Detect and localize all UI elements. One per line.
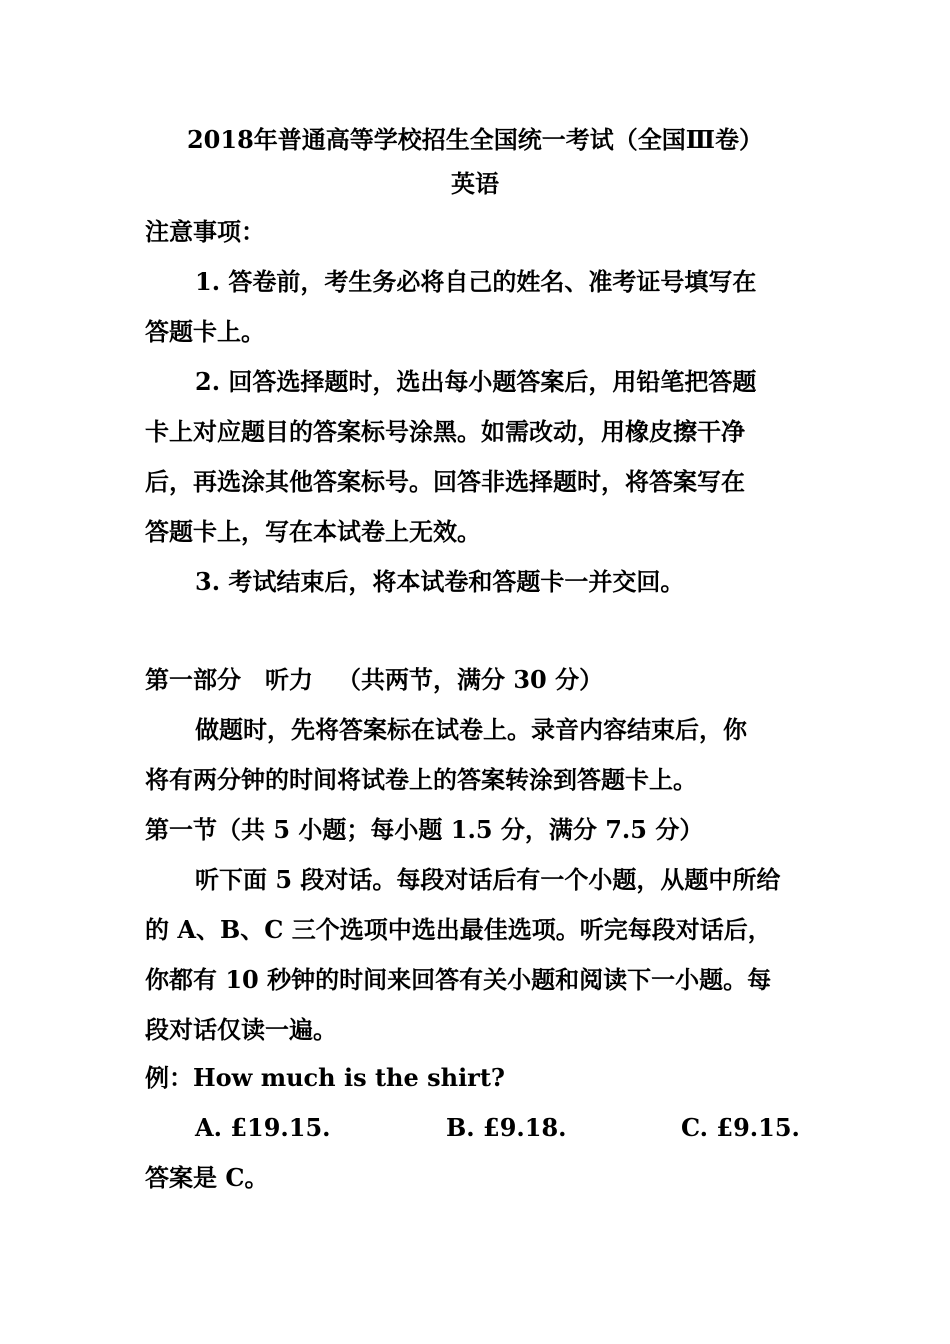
example-answer: 答案是 C。 [145, 1163, 269, 1192]
notice-item-2-line-2: 卡上对应题目的答案标号涂黑。如需改动，用橡皮擦干净 [145, 417, 745, 446]
notice-item-1-line-2: 答题卡上。 [145, 317, 265, 346]
part-1-instruction-line-1: 做题时，先将答案标在试卷上。录音内容结束后，你 [195, 715, 747, 744]
example-label: 例： [145, 1063, 193, 1092]
section-1-instruction-line-1: 听下面 5 段对话。每段对话后有一个小题，从题中所给 [195, 865, 781, 894]
example-question-line [145, 1062, 505, 1094]
notice-item-3-line-1: 3. 考试结束后，将本试卷和答题卡一并交回。 [195, 567, 685, 596]
section-1-heading: 第一节（共 5 小题；每小题 1.5 分，满分 7.5 分） [145, 815, 704, 844]
example-option-b: B. £9.18. [446, 1113, 567, 1142]
notice-item-1-line-1: 1. 答卷前，考生务必将自己的姓名、准考证号填写在 [195, 267, 757, 296]
section-1-instruction-line-4: 段对话仅读一遍。 [145, 1015, 337, 1044]
part-1-heading [145, 664, 603, 696]
notice-item-2-line-4: 答题卡上，写在本试卷上无效。 [145, 517, 481, 546]
example-option-c: C. £9.15. [681, 1113, 800, 1142]
notice-heading: 注意事项： [145, 217, 265, 246]
exam-title: 2018年普通高等学校招生全国统一考试（全国Ⅲ卷） [186, 125, 764, 154]
exam-subject: 英语 [451, 169, 499, 198]
part-1-score: （共两节，满分 30 分） [337, 665, 604, 694]
part-1-name: 第一部分 [145, 665, 241, 694]
part-1-instruction-line-2: 将有两分钟的时间将试卷上的答案转涂到答题卡上。 [145, 765, 697, 794]
section-1-instruction-line-3: 你都有 10 秒钟的时间来回答有关小题和阅读下一小题。每 [145, 965, 772, 994]
part-1-topic: 听力 [265, 665, 313, 694]
example-question: How much is the shirt? [193, 1063, 505, 1092]
section-1-instruction-line-2: 的 A、B、C 三个选项中选出最佳选项。听完每段对话后， [145, 915, 772, 944]
notice-item-2-line-3: 后，再选涂其他答案标号。回答非选择题时，将答案写在 [145, 467, 745, 496]
notice-item-2-line-1: 2. 回答选择题时，选出每小题答案后，用铅笔把答题 [195, 367, 757, 396]
example-option-a: A. £19.15. [195, 1113, 331, 1142]
